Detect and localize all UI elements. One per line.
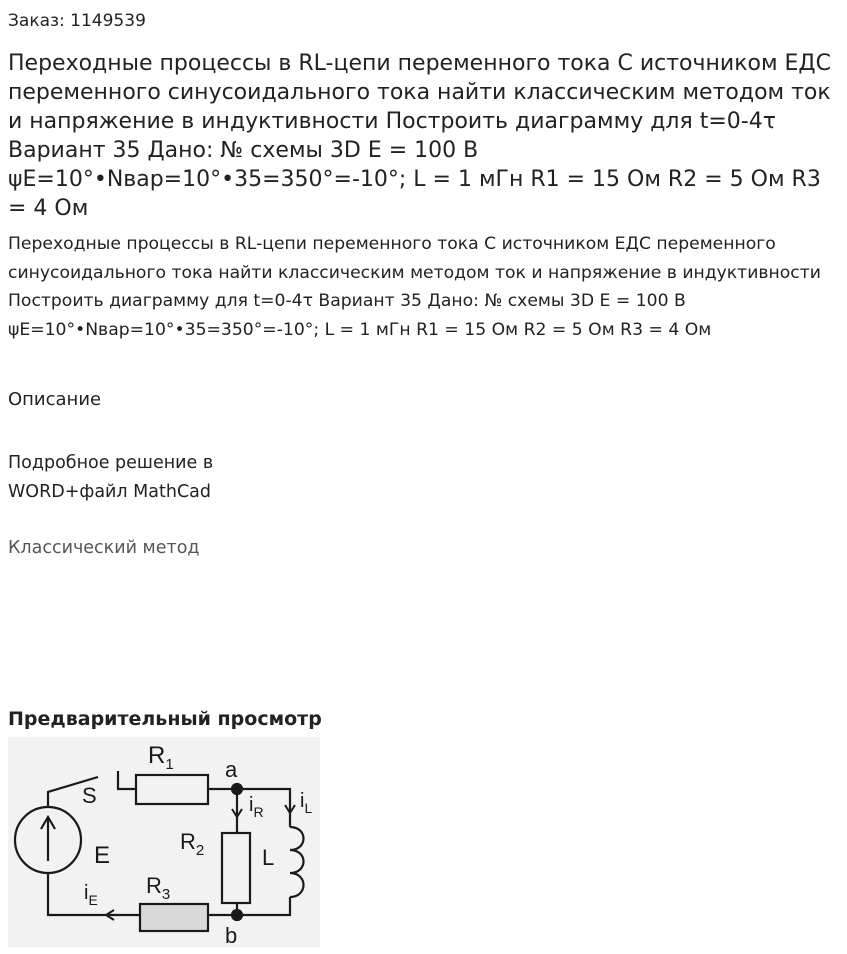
page-title: Переходные процессы в RL-цепи переменного тока С источником ЕДС переменного синусоидального тока найти классическим методом ток и напряжение в индуктивности Построить диаграмму для t=0-4τ Вариант 35 Дано: № схемы 3D E = 100 В ψE=10°•Nвар=10°•35=350°=-10°; L = 1 мГн R1 = 15 Ом R2 = 5 Ом R3 = 4 Ом: [8, 51, 831, 221]
label-r3: $R_3$: [146, 873, 171, 903]
description-heading: Описание: [8, 389, 102, 410]
label-iL: $i_L$: [300, 790, 313, 816]
label-node-b: b: [225, 923, 238, 947]
inductor-coil: [290, 827, 304, 897]
label-r1: $R_1$: [148, 742, 174, 773]
node-a-dot: [232, 784, 242, 794]
preview-heading: Предварительный просмотр: [8, 708, 322, 730]
source-arrow: [41, 817, 55, 861]
label-iR: $i_R$: [249, 794, 264, 820]
order-number: Заказ: 1149539: [8, 11, 146, 31]
resistor-r2: [222, 833, 250, 903]
label-inductor: L: [262, 845, 275, 870]
circuit-preview-image: [8, 737, 320, 947]
label-r2: $R_2$: [180, 829, 205, 859]
label-switch: S: [82, 783, 97, 808]
current-iR-arrow: [232, 801, 242, 817]
resistor-r3: [140, 904, 208, 931]
circuit-diagram: [8, 737, 320, 947]
resistor-r1: [136, 775, 208, 804]
current-iL-arrow: [285, 795, 295, 813]
product-summary: Переходные процессы в RL-цепи переменного тока С источником ЕДС переменного синусоидального тока найти классическим методом ток и напряжение в индуктивности Построить диаграмму для t=0-4τ Вариант 35 Дано: № схемы 3D E = 100 В ψE=10°•Nвар=10°•35=350°=-10°; L = 1 мГн R1 = 15 Ом R2 = 5 Ом R3 = 4 Ом: [8, 234, 821, 340]
label-iE: $i_E$: [84, 882, 98, 908]
label-node-a: a: [225, 757, 238, 782]
node-b-dot: [232, 910, 242, 920]
description-text: Подробное решение в WORD+файл MathCad: [8, 453, 214, 502]
current-iE-arrow: [106, 910, 126, 920]
label-source: E: [94, 842, 111, 869]
wire-switch-r1: [118, 771, 136, 789]
method-text: Классический метод: [8, 538, 200, 558]
